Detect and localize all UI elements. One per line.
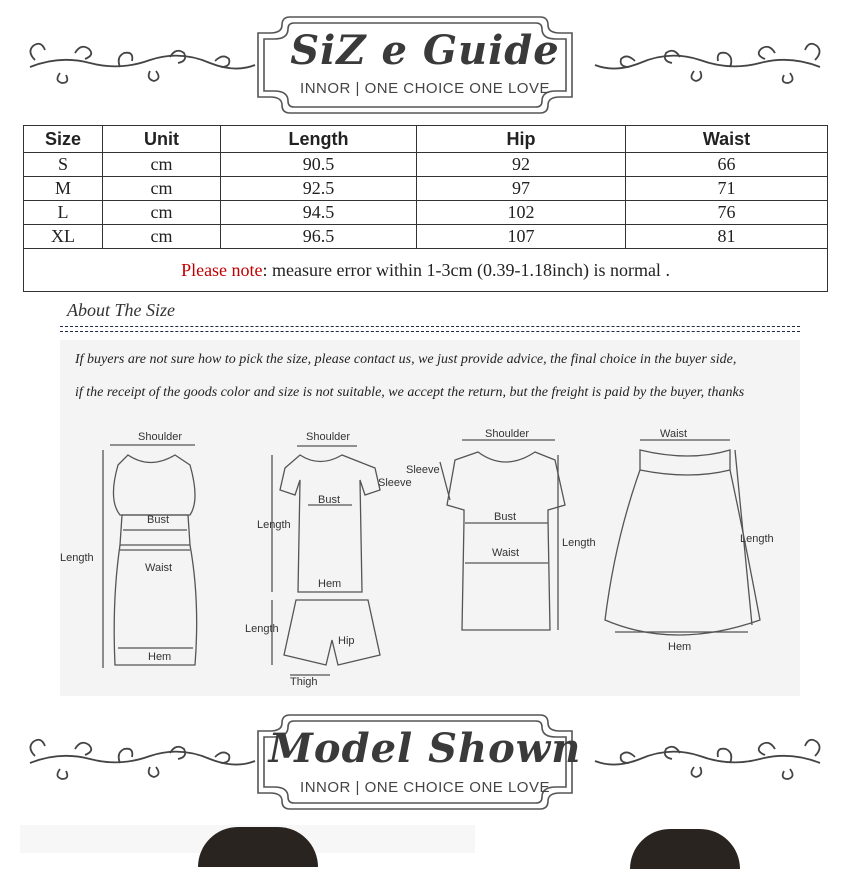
model-photo-left <box>20 825 475 853</box>
cell-hip: 92 <box>417 153 626 177</box>
skirt-waist-label: Waist <box>660 428 688 440</box>
tshirt-length-label: Length <box>257 519 291 531</box>
tshirt-bust-label: Bust <box>318 494 341 506</box>
cell-unit: cm <box>103 177 221 201</box>
cell-waist: 81 <box>626 225 828 249</box>
cell-unit: cm <box>103 153 221 177</box>
top-shoulder-label: Shoulder <box>485 428 530 440</box>
skirt-sketch-icon <box>605 440 760 635</box>
cell-length: 94.5 <box>221 201 417 225</box>
header-length: Length <box>221 126 417 153</box>
note-label: Please note <box>181 260 263 280</box>
cell-hip: 97 <box>417 177 626 201</box>
tshirt-sleeve-label: Sleeve <box>378 477 412 489</box>
cell-waist: 66 <box>626 153 828 177</box>
header-hip: Hip <box>417 126 626 153</box>
top-length-label: Length <box>562 537 596 549</box>
dress-sketch-icon <box>103 445 197 668</box>
cell-hip: 102 <box>417 201 626 225</box>
header-size: Size <box>24 126 103 153</box>
cell-unit: cm <box>103 225 221 249</box>
skirt-hem-label: Hem <box>668 641 692 653</box>
shorts-length-label: Length <box>245 623 279 635</box>
top-sketch-icon <box>440 440 565 630</box>
model-shown-title: Model Shown <box>268 725 582 772</box>
shorts-thigh-label: Thigh <box>290 676 318 688</box>
dress-hem-label: Hem <box>148 651 172 663</box>
shorts-hip-label: Hip <box>338 635 355 647</box>
tshirt-shoulder-label: Shoulder <box>306 431 351 443</box>
top-bust-label: Bust <box>494 511 517 523</box>
model-photo-right <box>480 825 850 853</box>
cell-size: L <box>24 201 103 225</box>
header-waist: Waist <box>626 126 828 153</box>
cell-length: 96.5 <box>221 225 417 249</box>
size-guide-subtitle: INNOR | ONE CHOICE ONE LOVE <box>300 80 550 97</box>
header-unit: Unit <box>103 126 221 153</box>
model-shown-banner <box>0 705 850 815</box>
dress-shoulder-label: Shoulder <box>138 431 183 443</box>
dress-waist-label: Waist <box>145 562 173 574</box>
skirt-length-label: Length <box>740 533 774 545</box>
size-guide-title: SiZ e Guide <box>290 27 560 74</box>
dress-bust-label: Bust <box>147 514 170 526</box>
cell-length: 92.5 <box>221 177 417 201</box>
top-sleeve-label: Sleeve <box>406 464 440 476</box>
cell-length: 90.5 <box>221 153 417 177</box>
cell-size: M <box>24 177 103 201</box>
cell-unit: cm <box>103 201 221 225</box>
dress-length-label: Length <box>60 552 94 564</box>
note-text: : measure error within 1-3cm (0.39-1.18inch) is normal . <box>262 260 670 280</box>
tshirt-hem-label: Hem <box>318 578 342 590</box>
cell-waist: 71 <box>626 177 828 201</box>
cell-hip: 107 <box>417 225 626 249</box>
model-shown-subtitle: INNOR | ONE CHOICE ONE LOVE <box>300 779 550 796</box>
cell-size: S <box>24 153 103 177</box>
cell-waist: 76 <box>626 201 828 225</box>
about-text-line2: if the receipt of the goods color and size is not suitable, we accept the return, but the freight is paid by the buyer, thanks <box>75 385 745 400</box>
about-title: About The Size <box>67 300 175 320</box>
cell-size: XL <box>24 225 103 249</box>
top-waist-label: Waist <box>492 547 520 559</box>
shorts-sketch-icon <box>272 600 380 675</box>
about-text-line1: If buyers are not sure how to pick the size, please contact us, we just provide advice, the final choice in the buyer side, <box>75 352 737 367</box>
